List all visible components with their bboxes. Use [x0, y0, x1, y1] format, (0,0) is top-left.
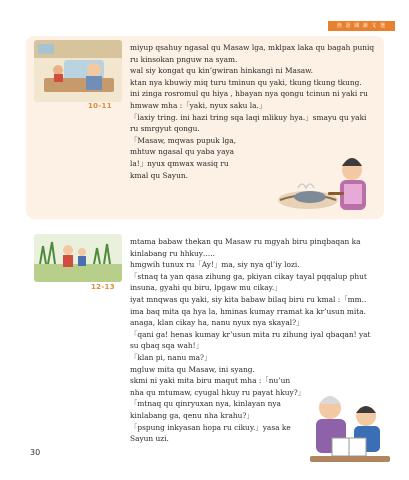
- text-line: 「mtnaq qu qinryuxan nya, kinlayan nya: [130, 399, 281, 409]
- text-line: 「laxiy tring. ini hazi tring sqa laqi mlikuy hya.」smayu qu yaki: [130, 112, 367, 122]
- text-line: skmi ni yaki mita biru maqut mha :「nu’un: [130, 376, 291, 386]
- text-line: 「Masaw, mqwas pupuk lga,: [130, 135, 236, 145]
- text-line: kinlabang ru hhkuy…..: [130, 248, 216, 258]
- text-line: ima baq mita qa hya la, hminas kumay rramat ka kr’usun mita.: [130, 306, 367, 316]
- text-line: kmal qu Sayun.: [130, 170, 188, 180]
- text-line: insuna, gyahi qu biru, lpgaw mu cikay.」: [130, 283, 282, 293]
- section-number-12-13: 12-13: [91, 283, 115, 291]
- text-line: ktan nya kbuwiy miq turu tminun qu yaki, tkung tkung tkung.: [130, 77, 362, 87]
- page-thumbnail-10-11: [34, 40, 122, 102]
- text-line: mtama babaw thekan qu Masaw ru mgyah biru pinqbaqan ka: [130, 237, 361, 246]
- page-number: 30: [30, 448, 41, 457]
- text-line: 「klan pi, nanu ma?」: [130, 352, 212, 362]
- text-line: 「stnaq ta yan qasa zihung ga, pkiyan cikay tayal pqqalup phut: [130, 271, 367, 281]
- text-line: anaga, klan cikay ha, nanu nyux nya skayal?」: [130, 318, 304, 328]
- text-line: mgluw mita qu Masaw, ini syang.: [130, 364, 255, 374]
- text-line: su qbaq sqa wah!」: [130, 341, 203, 351]
- text-line: ru kinsokan pnguw na syam.: [130, 54, 238, 64]
- text-line: Sayun uzi.: [130, 434, 169, 444]
- text-line: ru smrgyut qongu.: [130, 124, 200, 134]
- section-number-10-11: 10-11: [88, 102, 112, 110]
- text-line: nha qu mtumaw, cyugal hkuy ru payat hkuy?」: [130, 387, 306, 397]
- book-series-tag: 族 語 閱 讀 文 選: [328, 21, 395, 31]
- text-line: 「qani ga! henas kumay kr’usun mita ru zihung iyal qbaqan! yat: [130, 329, 371, 339]
- text-line: hmwaw mha :「yaki, nyux saku la.」: [130, 100, 267, 110]
- grandmother-cooking-illustration: [268, 150, 380, 218]
- text-line: wal siy kongat qu kin’gwiran hinkangi ni Masaw.: [130, 66, 313, 76]
- text-line: iyat mnqwas qu yaki, siy kita babaw bilaq biru ru kmal :「mm..: [130, 294, 367, 304]
- text-line: ini zinga rosromul qu hiya , hbayan nya qongu tcinun ni yaki ru: [130, 89, 368, 99]
- page-thumbnail-12-13: [34, 234, 122, 282]
- text-line: hmgwih tunux ru「Ay!」ma, siy nya ql’iy lozi.: [130, 260, 300, 270]
- text-line: miyup qsahuy ngasal qu Masaw lga, mklpax laka qu bagah puniq: [130, 43, 375, 52]
- text-line: mhtuw ngasal qu yaba yaya: [130, 147, 235, 157]
- text-line: kinlabang ga, qenu nha krahu?」: [130, 410, 254, 420]
- text-line: la!」nyux qmwax wasiq ru: [130, 158, 229, 168]
- reading-together-illustration: [302, 386, 394, 470]
- text-line: 「pspung inkyasan hopa ru cikuy.」yasa ke: [130, 422, 291, 432]
